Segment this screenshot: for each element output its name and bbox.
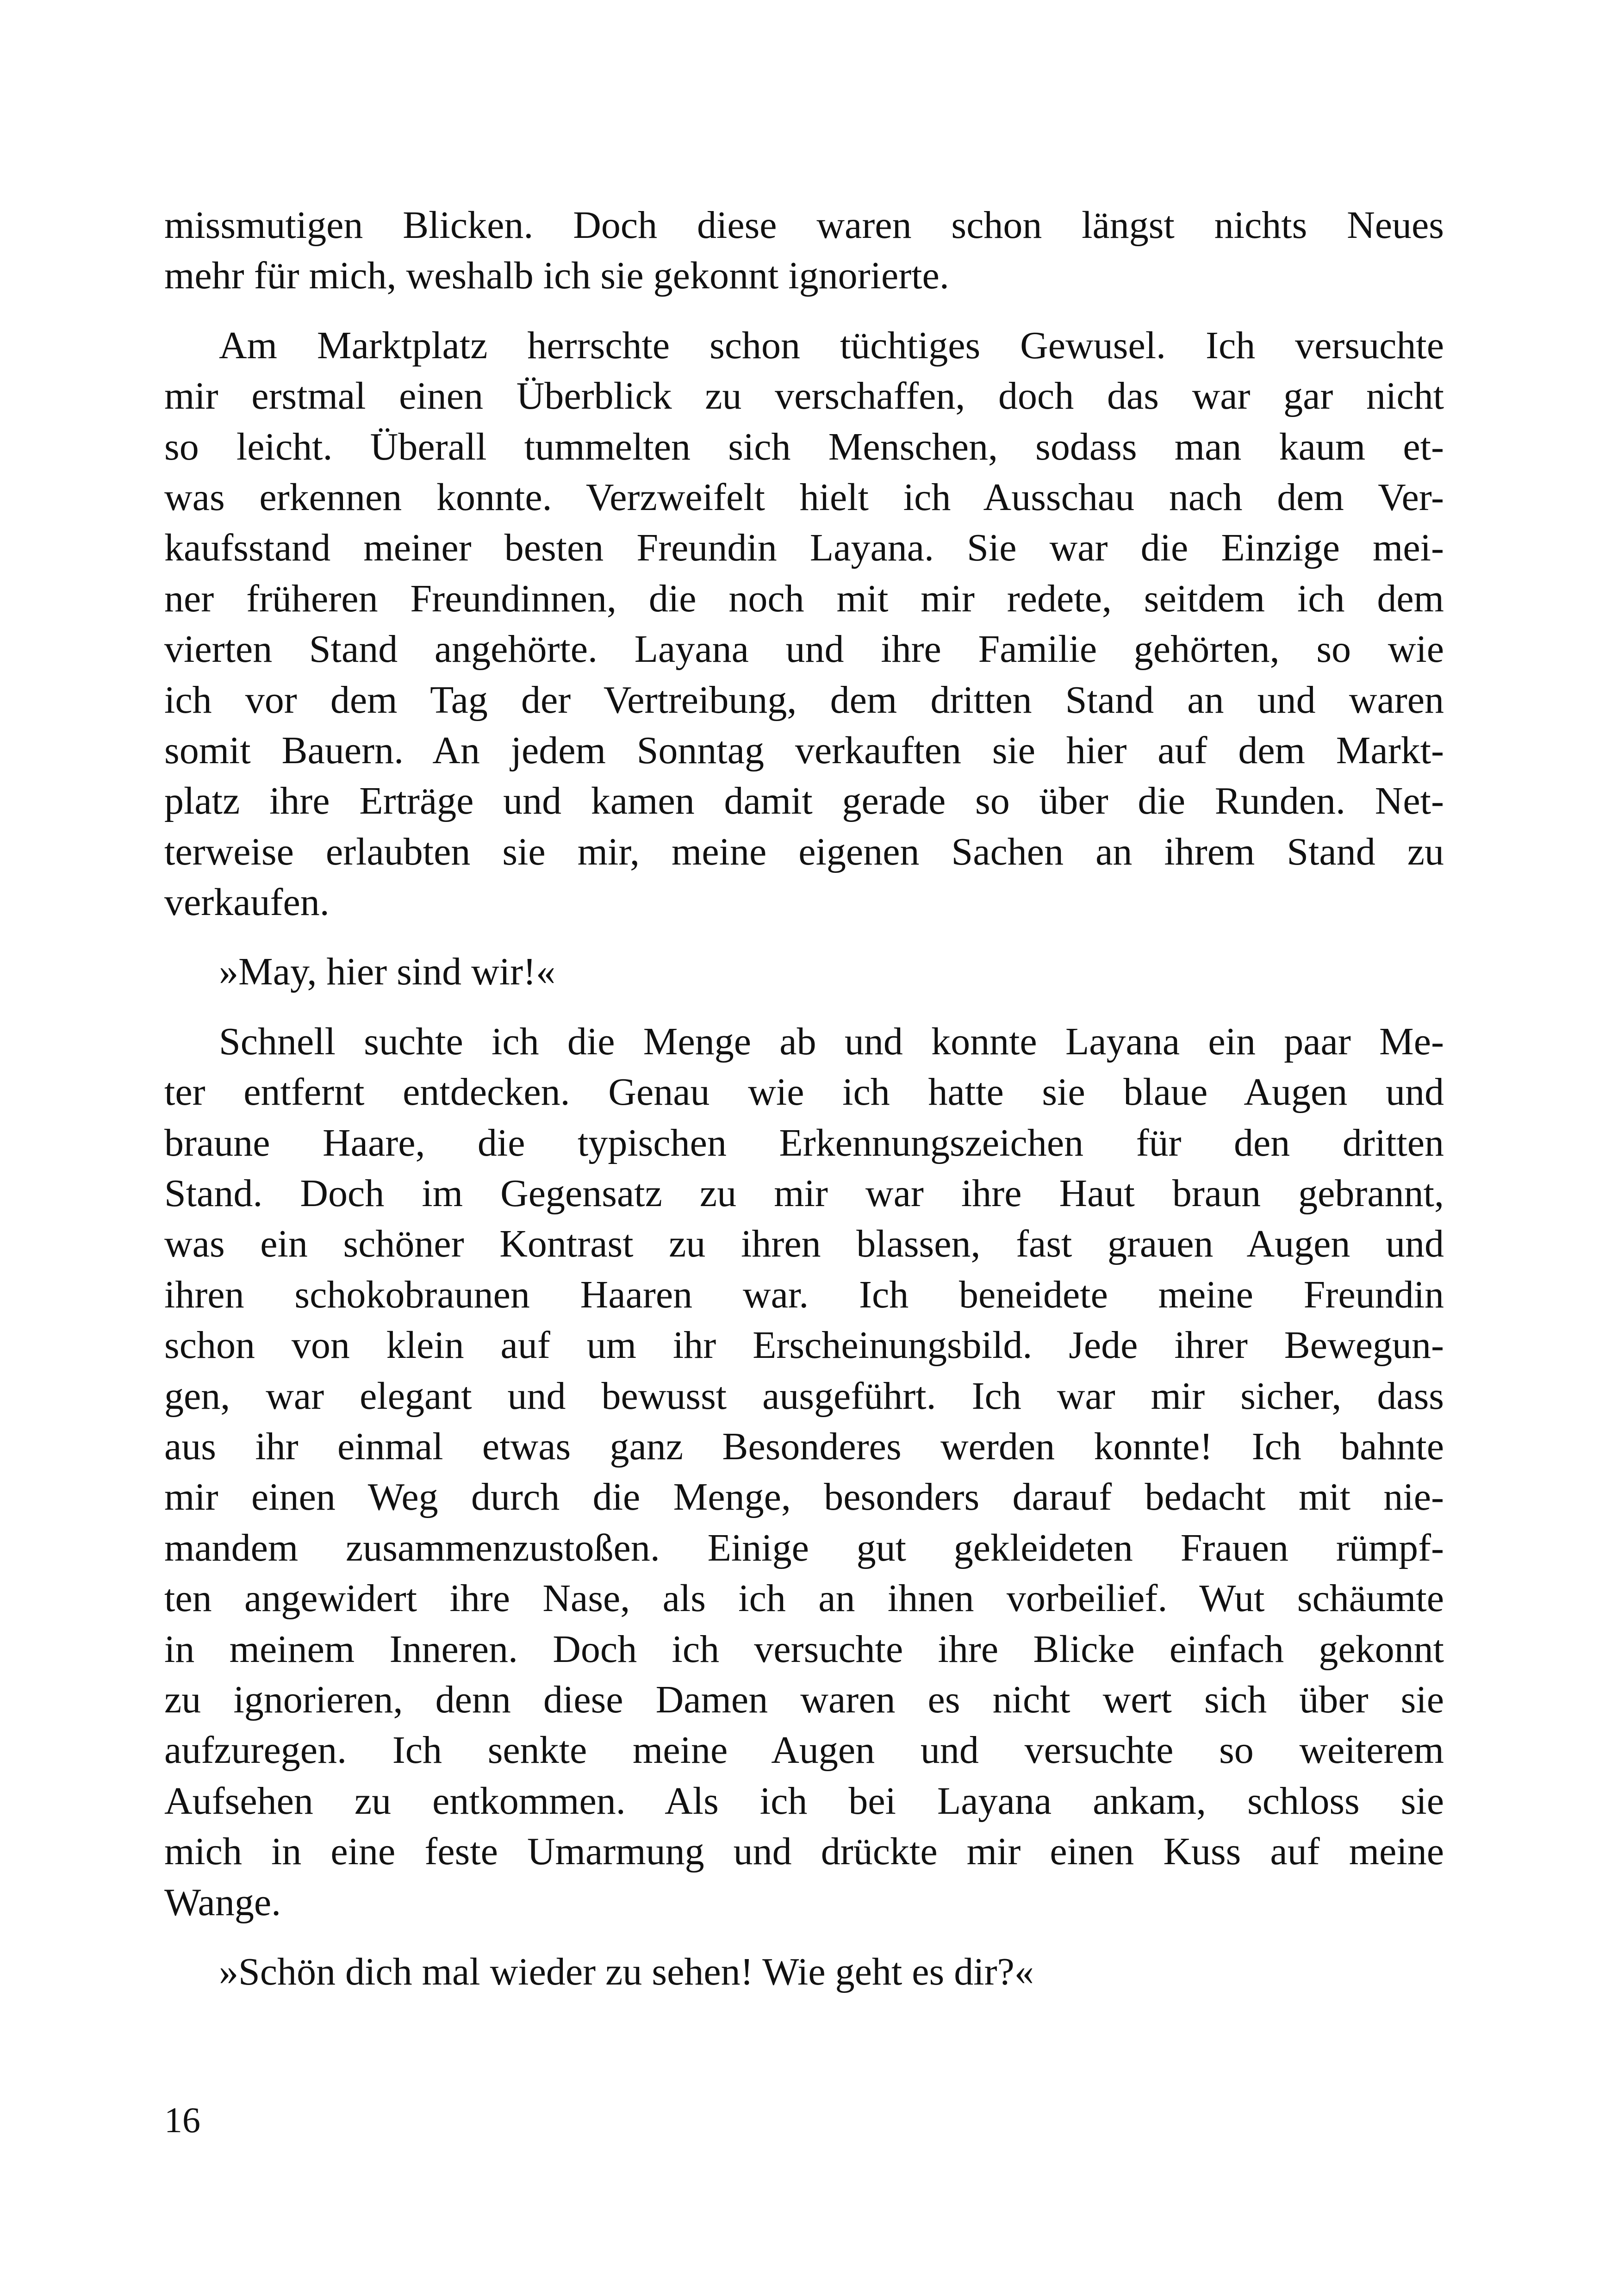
text-line: mir erstmal einen Überblick zu verschaffen, doch das war gar nicht: [164, 374, 1444, 418]
text-line: somit Bauern. An jedem Sonntag verkauften sie hier auf dem Markt-: [164, 728, 1444, 772]
text-line: so leicht. Überall tummelten sich Menschen, sodass man kaum et-: [164, 425, 1444, 468]
text-line: platz ihre Erträge und kamen damit gerade so über die Runden. Net-: [164, 779, 1444, 823]
text-line: mich in eine feste Umarmung und drückte mir einen Kuss auf meine: [164, 1830, 1444, 1873]
text-line: ich vor dem Tag der Vertreibung, dem dritten Stand an und waren: [164, 678, 1444, 722]
text-line: ihren schokobraunen Haaren war. Ich beneidete meine Freundin: [164, 1273, 1444, 1316]
body-text: [164, 200, 1444, 1997]
text-line: in meinem Inneren. Doch ich versuchte ihre Blicke einfach gekonnt: [164, 1627, 1444, 1671]
text-line: mandem zusammenzustoßen. Einige gut gekleideten Frauen rümpf-: [164, 1526, 1444, 1569]
text-line: terweise erlaubten sie mir, meine eigenen Sachen an ihrem Stand zu: [164, 830, 1444, 873]
text-line: Aufsehen zu entkommen. Als ich bei Layana ankam, schloss sie: [164, 1779, 1444, 1823]
text-line: mehr für mich, weshalb ich sie gekonnt ignorierte.: [164, 254, 949, 298]
text-line: ner früheren Freundinnen, die noch mit mir redete, seitdem ich dem: [164, 577, 1444, 620]
text-line: »May, hier sind wir!«: [219, 950, 556, 994]
text-line: Stand. Doch im Gegensatz zu mir war ihre Haut braun gebrannt,: [164, 1172, 1444, 1215]
paragraph: [164, 1016, 1444, 1928]
text-line: kaufsstand meiner besten Freundin Layana. Sie war die Einzige mei-: [164, 526, 1444, 570]
text-line: Am Marktplatz herrschte schon tüchtiges Gewusel. Ich versuchte: [219, 324, 1444, 367]
text-line: verkaufen.: [164, 881, 330, 924]
text-line: zu ignorieren, denn diese Damen waren es nicht wert sich über sie: [164, 1678, 1444, 1721]
text-line: Schnell suchte ich die Menge ab und konnte Layana ein paar Me-: [219, 1020, 1444, 1063]
text-line: ten angewidert ihre Nase, als ich an ihnen vorbeilief. Wut schäumte: [164, 1577, 1444, 1620]
paragraph: [164, 200, 1444, 301]
text-line: aufzuregen. Ich senkte meine Augen und versuchte so weiterem: [164, 1729, 1444, 1772]
text-line: was ein schöner Kontrast zu ihren blassen, fast grauen Augen und: [164, 1222, 1444, 1266]
text-line: was erkennen konnte. Verzweifelt hielt ich Ausschau nach dem Ver-: [164, 475, 1444, 519]
text-line: vierten Stand angehörte. Layana und ihre Familie gehörten, so wie: [164, 628, 1444, 671]
text-line: mir einen Weg durch die Menge, besonders darauf bedacht mit nie-: [164, 1475, 1444, 1519]
dialogue-paragraph: [164, 946, 1444, 997]
text-line: missmutigen Blicken. Doch diese waren schon längst nichts Neues: [164, 204, 1444, 247]
text-line: »Schön dich mal wieder zu sehen! Wie geht es dir?«: [219, 1950, 1034, 1993]
text-line: ter entfernt entdecken. Genau wie ich hatte sie blaue Augen und: [164, 1070, 1444, 1114]
page-number: 16: [164, 2100, 200, 2140]
text-line: schon von klein auf um ihr Erscheinungsbild. Jede ihrer Bewegun-: [164, 1324, 1444, 1367]
text-line: braune Haare, die typischen Erkennungszeichen für den dritten: [164, 1121, 1444, 1164]
text-line: Wange.: [164, 1880, 281, 1924]
paragraph: [164, 320, 1444, 928]
text-line: aus ihr einmal etwas ganz Besonderes werden konnte! Ich bahnte: [164, 1425, 1444, 1468]
text-line: gen, war elegant und bewusst ausgeführt. Ich war mir sicher, dass: [164, 1374, 1444, 1418]
dialogue-paragraph: [164, 1947, 1444, 1997]
